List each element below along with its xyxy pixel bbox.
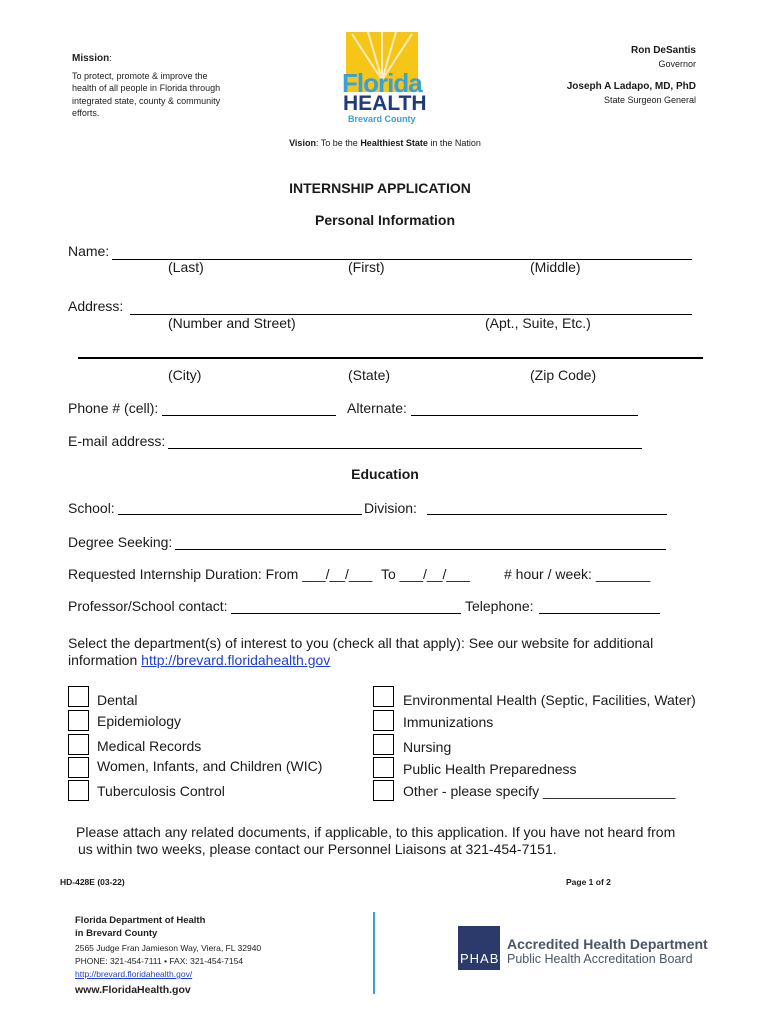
checkbox-epidemiology[interactable] [68, 710, 89, 731]
footer-address: 2565 Judge Fran Jamieson Way, Viera, FL 32940 [75, 943, 262, 953]
address-sub-street: (Number and Street) [168, 315, 296, 331]
governor-name: Ron DeSantis [630, 45, 696, 56]
name-label: Name: [68, 243, 110, 259]
phone-label: Phone # (cell): [68, 400, 159, 416]
name-sub-middle: (Middle) [530, 259, 581, 275]
form-title: INTERNSHIP APPLICATION [289, 180, 471, 196]
alternate-field[interactable] [411, 401, 638, 416]
phab-letters: PHAB [460, 951, 500, 966]
checkbox-environmental-health[interactable] [373, 686, 394, 707]
department-nursing: Nursing [403, 739, 452, 755]
school-field[interactable] [118, 500, 362, 515]
attach-note [76, 824, 675, 858]
name-sub-first: (First) [348, 259, 385, 275]
state-sub: (State) [348, 367, 391, 383]
education-heading: Education [351, 466, 419, 482]
department-wic: Women, Infants, and Children (WIC) [97, 758, 323, 774]
footer-website[interactable]: www.FloridaHealth.gov [75, 984, 191, 996]
alternate-label: Alternate: [347, 400, 407, 416]
checkbox-preparedness[interactable] [373, 757, 394, 778]
duration-label[interactable]: Requested Internship Duration: From ___/__/___ [68, 566, 373, 582]
degree-field[interactable] [175, 535, 666, 550]
division-label: Division: [364, 500, 417, 516]
footer-divider [373, 912, 375, 994]
officials-block [567, 45, 696, 105]
email-label: E-mail address: [68, 433, 166, 449]
checkbox-tuberculosis[interactable] [68, 780, 89, 801]
address-label: Address: [68, 298, 124, 314]
department-environmental-health: Environmental Health (Septic, Facilities, Water) [403, 692, 696, 708]
vision-pre: : To be the [315, 138, 361, 148]
name-field[interactable] [112, 244, 692, 260]
department-dental: Dental [97, 692, 138, 708]
surgeon-title: State Surgeon General [603, 95, 696, 105]
vision-bold: Healthiest State [360, 138, 428, 148]
mission-label: Mission [72, 53, 110, 64]
department-immunizations: Immunizations [403, 714, 494, 730]
attach-line-2: us within two weeks, please contact our Personnel Liaisons at 321-454-7151. [78, 841, 557, 857]
duration-to[interactable]: To ___/__/___ [381, 566, 470, 582]
checkbox-nursing[interactable] [373, 734, 394, 755]
telephone-label: Telephone: [465, 598, 534, 614]
checkbox-medical-records[interactable] [68, 734, 89, 755]
logo-health: HEALTH [343, 92, 427, 115]
hours-per-week[interactable]: # hour / week: _______ [504, 566, 651, 582]
name-sub-last: (Last) [168, 259, 204, 275]
mission-block: Mission: To protect, promote & improve the health of all people in Florida through integrated state, county & community efforts. [72, 52, 232, 120]
department-other[interactable]: Other - please specify _________________ [403, 783, 676, 799]
zip-sub: (Zip Code) [530, 367, 597, 383]
address-field[interactable] [130, 299, 692, 315]
department-instruction-text: Select the department(s) of interest to you (check all that apply): See our website for additional information [68, 635, 654, 668]
department-link[interactable]: http://brevard.floridahealth.gov [141, 652, 331, 668]
form-code: HD-428E (03-22) [60, 877, 125, 887]
division-field[interactable] [427, 500, 667, 515]
department-instruction [68, 635, 668, 669]
accredited-line-2: Public Health Accreditation Board [507, 952, 693, 966]
school-label: School: [68, 500, 115, 516]
footer-contact [75, 914, 261, 997]
logo-county: Brevard County [348, 114, 416, 124]
department-tuberculosis: Tuberculosis Control [97, 783, 225, 799]
checkbox-wic[interactable] [68, 757, 89, 778]
professor-label: Professor/School contact: [68, 598, 228, 614]
checkbox-immunizations[interactable] [373, 710, 394, 731]
professor-field[interactable] [231, 599, 461, 614]
vision-line [0, 138, 770, 148]
accredited-line-1: Accredited Health Department [507, 936, 708, 952]
phone-field[interactable] [162, 401, 336, 416]
department-medical-records: Medical Records [97, 738, 202, 754]
surgeon-name: Joseph A Ladapo, MD, PhD [566, 81, 696, 92]
city-state-zip-field[interactable] [78, 357, 703, 359]
governor-title: Governor [658, 59, 696, 69]
logo-florida: Florida [342, 68, 422, 98]
attach-line-1: Please attach any related documents, if applicable, to this application. If you have not heard from [76, 824, 676, 840]
telephone-field[interactable] [539, 599, 660, 614]
florida-health-logo [338, 30, 426, 128]
email-field[interactable] [168, 434, 642, 449]
department-preparedness: Public Health Preparedness [403, 761, 577, 777]
footer-org-2: in Brevard County [75, 928, 158, 939]
address-sub-apt: (Apt., Suite, Etc.) [485, 315, 591, 331]
footer-url[interactable]: http://brevard.floridahealth.gov/ [75, 969, 193, 979]
checkbox-dental[interactable] [68, 686, 89, 707]
footer-org-1: Florida Department of Health [75, 915, 206, 926]
footer-phone-fax: PHONE: 321-454-7111 • FAX: 321-454-7154 [75, 956, 244, 966]
vision-post: in the Nation [427, 138, 481, 148]
checkbox-other[interactable] [373, 780, 394, 801]
department-epidemiology: Epidemiology [97, 713, 182, 729]
city-sub: (City) [168, 367, 202, 383]
page-number: Page 1 of 2 [566, 877, 611, 887]
degree-label: Degree Seeking: [68, 534, 173, 550]
vision-label: Vision [289, 138, 316, 148]
mission-text: To protect, promote & improve the health of all people in Florida through integrated state, county & community efforts. [72, 70, 221, 118]
personal-heading: Personal Information [314, 212, 456, 228]
